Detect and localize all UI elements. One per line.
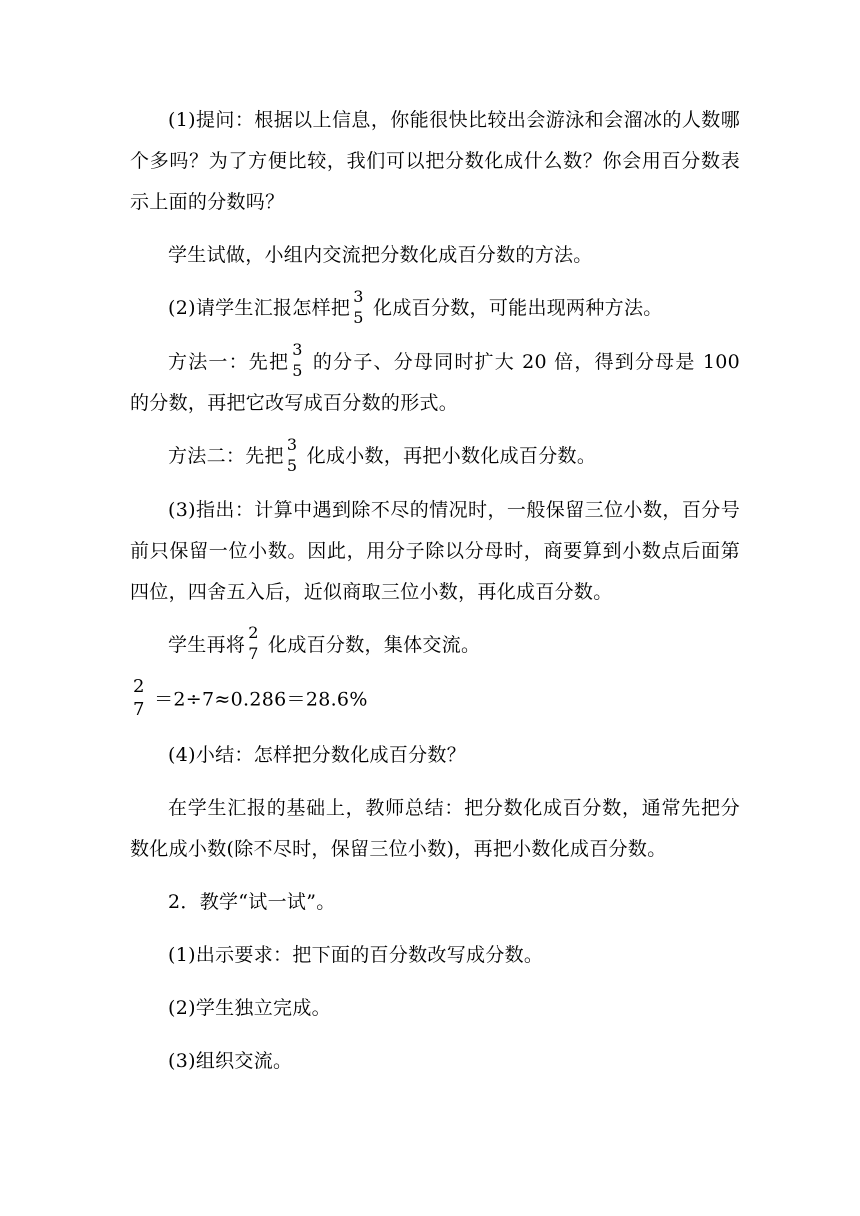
fraction — [247, 623, 259, 664]
paragraph-report — [130, 288, 740, 330]
fraction-denominator: 5 — [286, 455, 298, 475]
fraction — [291, 340, 303, 381]
paragraph-question: (1)提问：根据以上信息，你能很快比较出会游泳和会溜冰的人数哪个多吗？为了方便比较，我们可以把分数化成什么数？你会用百分数表示上面的分数吗？ — [130, 109, 740, 213]
fraction-numerator: 3 — [286, 434, 298, 454]
paragraph-summary-question: (4)小结：怎样把分数化成百分数？ — [168, 744, 467, 766]
paragraph-method-two — [130, 436, 740, 478]
text-segment: (2)请学生汇报怎样把 — [168, 297, 351, 319]
fraction-denominator: 5 — [353, 307, 364, 327]
document-page — [130, 100, 740, 1094]
fraction — [286, 435, 298, 476]
text-segment: 化成小数，再把小数化成百分数。 — [300, 445, 597, 467]
paragraph-point-out: (3)指出：计算中遇到除不尽的情况时，一般保留三位小数，百分号前只保留一位小数。因此，用分子除以分母时，商要算到小数点后面第四位，四舍五入后，近似商取三位小数，再化成百分数。 — [130, 498, 740, 603]
fraction-numerator: 3 — [292, 340, 303, 359]
fraction-numerator: 3 — [353, 286, 364, 306]
fraction-denominator: 5 — [292, 361, 303, 380]
text-segment: 化成百分数，集体交流。 — [261, 633, 481, 656]
paragraph-requirement: (1)出示要求：把下面的百分数改写成分数。 — [168, 944, 544, 966]
text-segment: 的分子、分母同时扩大 20 倍，得到分母是 100 的分数，再把它改写成百分数的形式。 — [130, 350, 740, 414]
fraction — [132, 676, 146, 721]
text-segment: 学生再将 — [168, 633, 246, 656]
paragraph-student-again — [130, 625, 740, 667]
paragraph-independent: (2)学生独立完成。 — [168, 997, 331, 1019]
text-segment: 化成百分数，可能出现两种方法。 — [366, 297, 663, 319]
fraction-numerator: 2 — [248, 623, 259, 642]
paragraph-teacher-summary: 在学生汇报的基础上，教师总结：把分数化成百分数，通常先把分数化成小数(除不尽时，保留三位小数)，再把小数化成百分数。 — [130, 797, 740, 860]
text-segment: 方法二：先把 — [168, 445, 284, 467]
fraction-numerator: 2 — [133, 676, 145, 697]
paragraph-exchange: (3)组织交流。 — [168, 1050, 293, 1072]
fraction-denominator: 7 — [133, 699, 145, 720]
fraction — [352, 287, 364, 328]
paragraph-student-try: 学生试做，小组内交流把分数化成百分数的方法。 — [168, 244, 593, 266]
paragraph-equation — [130, 678, 740, 723]
fraction-denominator: 7 — [248, 644, 259, 663]
equation-text: ＝2÷7≈0.286＝28.6% — [147, 688, 368, 711]
text-segment: 方法一：先把 — [168, 350, 290, 373]
paragraph-method-one — [130, 342, 740, 425]
paragraph-try-heading: 2．教学“试一试”。 — [168, 891, 336, 913]
